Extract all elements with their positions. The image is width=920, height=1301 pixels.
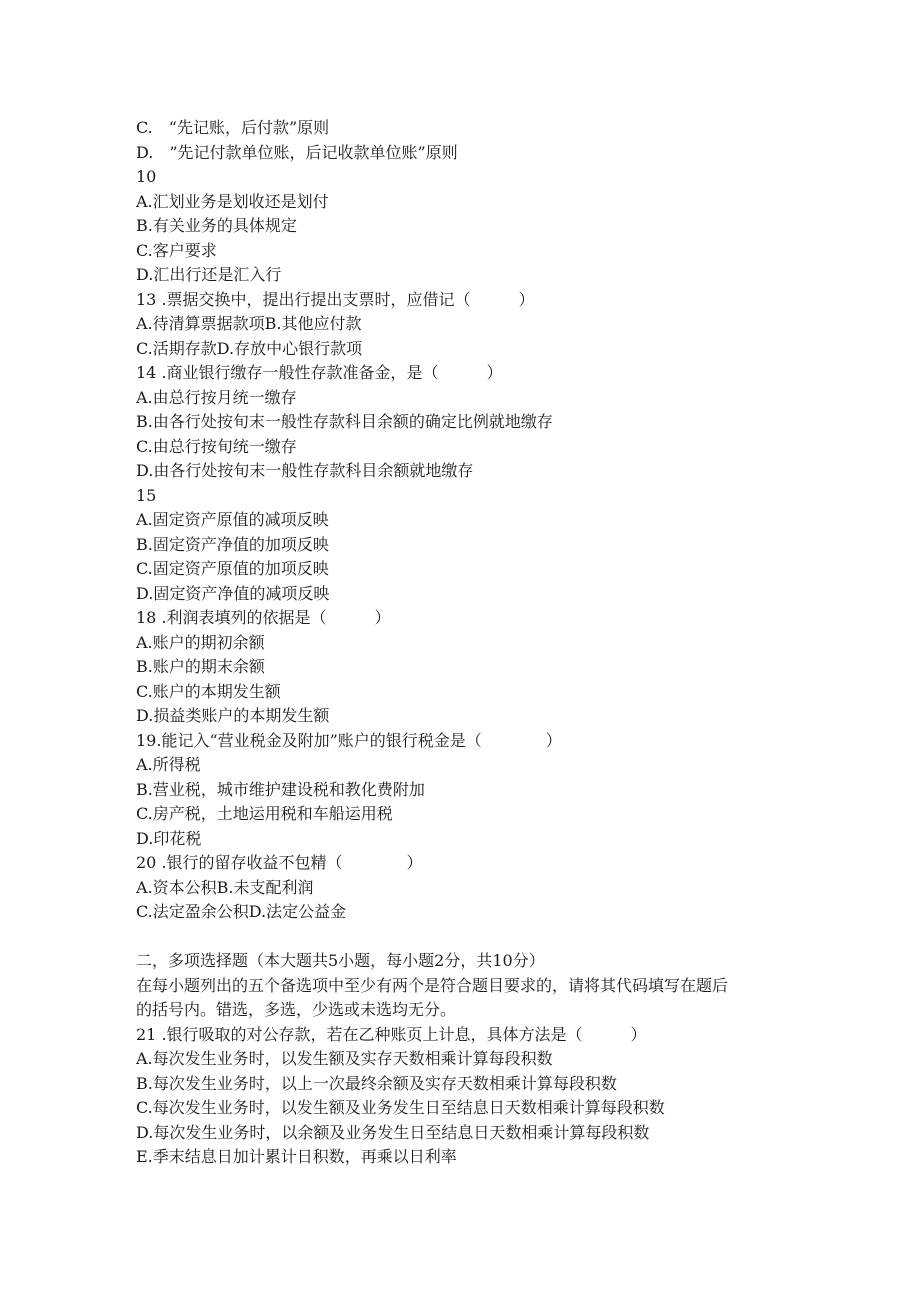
option-line: D.损益类账户的本期发生额 (136, 706, 330, 725)
option-line: B.由各行处按旬末一般性存款科目余额的确定比例就地缴存 (136, 412, 553, 431)
question-line: 14 .商业银行缴存一般性存款准备金，是（ ） (136, 363, 503, 382)
option-line: A.所得税 (136, 755, 201, 774)
question-number: 10 (136, 167, 157, 186)
question-line: 21 .银行吸取的对公存款，若在乙种账页上计息，具体方法是（ ） (136, 1024, 647, 1044)
option-line: C. “先记账，后付款”原则 (136, 118, 330, 137)
option-line: B.有关业务的具体规定 (136, 216, 297, 235)
document-body (136, 116, 836, 1170)
option-line: B.每次发生业务时，以上一次最终余额及实存天数相乘计算每段积数 (136, 1073, 617, 1093)
option-line: C.法定盈余公积D.法定公益金 (136, 902, 347, 921)
option-line: E.季末结息日加计累计日积数，再乘以日利率 (136, 1147, 457, 1166)
option-line: D.每次发生业务时，以余额及业务发生日至结息日天数相乘计算每段积数 (136, 1122, 650, 1142)
option-line: A.由总行按月统一缴存 (136, 387, 297, 407)
option-line: C.活期存款D.存放中心银行款项 (136, 338, 363, 358)
option-line: B.固定资产净值的加项反映 (136, 534, 329, 554)
question-line: 18 .利润表填列的依据是（ ） (136, 608, 391, 627)
question-number: 15 (136, 485, 157, 505)
option-line: C.每次发生业务时，以发生额及业务发生日至结息日天数相乘计算每段积数 (136, 1098, 665, 1117)
option-line: C.客户要求 (136, 240, 217, 260)
instruction-line: 的括号内。错选，多选，少选或未选均无分。 (136, 1000, 457, 1019)
option-line: C.房产税，土地运用税和车船运用税 (136, 804, 393, 823)
blank-line (136, 925, 836, 950)
option-line: D.由各行处按旬末一般性存款科目余额就地缴存 (136, 461, 474, 480)
option-line: D.印花税 (136, 828, 202, 848)
option-line: A.汇划业务是划收还是划付 (136, 191, 329, 211)
question-line: 13 .票据交换中，提出行提出支票时，应借记（ ） (136, 289, 535, 309)
option-line: A.固定资产原值的减项反映 (136, 510, 329, 529)
option-line: D.固定资产净值的减项反映 (136, 583, 330, 603)
question-line: 19.能记入“营业税金及附加”账户的银行税金是（ ） (136, 730, 562, 750)
option-line: C.由总行按旬统一缴存 (136, 436, 297, 456)
option-line: D.汇出行还是汇入行 (136, 265, 282, 284)
option-line: A.每次发生业务时，以发生额及实存天数相乘计算每段积数 (136, 1049, 553, 1068)
question-line: 20 .银行的留存收益不包精（ ） (136, 853, 423, 872)
option-line: D. ”先记付款单位账，后记收款单位账”原则 (136, 142, 458, 162)
instruction-line: 在每小题列出的五个备选项中至少有两个是符合题目要求的，请将其代码填写在题后 (136, 975, 729, 995)
option-line: C.固定资产原值的加项反映 (136, 559, 329, 578)
option-line: B.账户的期末余额 (136, 657, 265, 676)
option-line: A.待清算票据款项B.其他应付款 (136, 314, 362, 333)
option-line: B.营业税，城市维护建设税和教化费附加 (136, 779, 425, 799)
option-line: A.账户的期初余额 (136, 632, 265, 652)
section-heading: 二，多项选择题（本大题共5小题，每小题2分，共10分） (136, 951, 545, 970)
option-line: A.资本公积B.未支配利润 (136, 877, 314, 897)
option-line: C.账户的本期发生额 (136, 681, 281, 701)
